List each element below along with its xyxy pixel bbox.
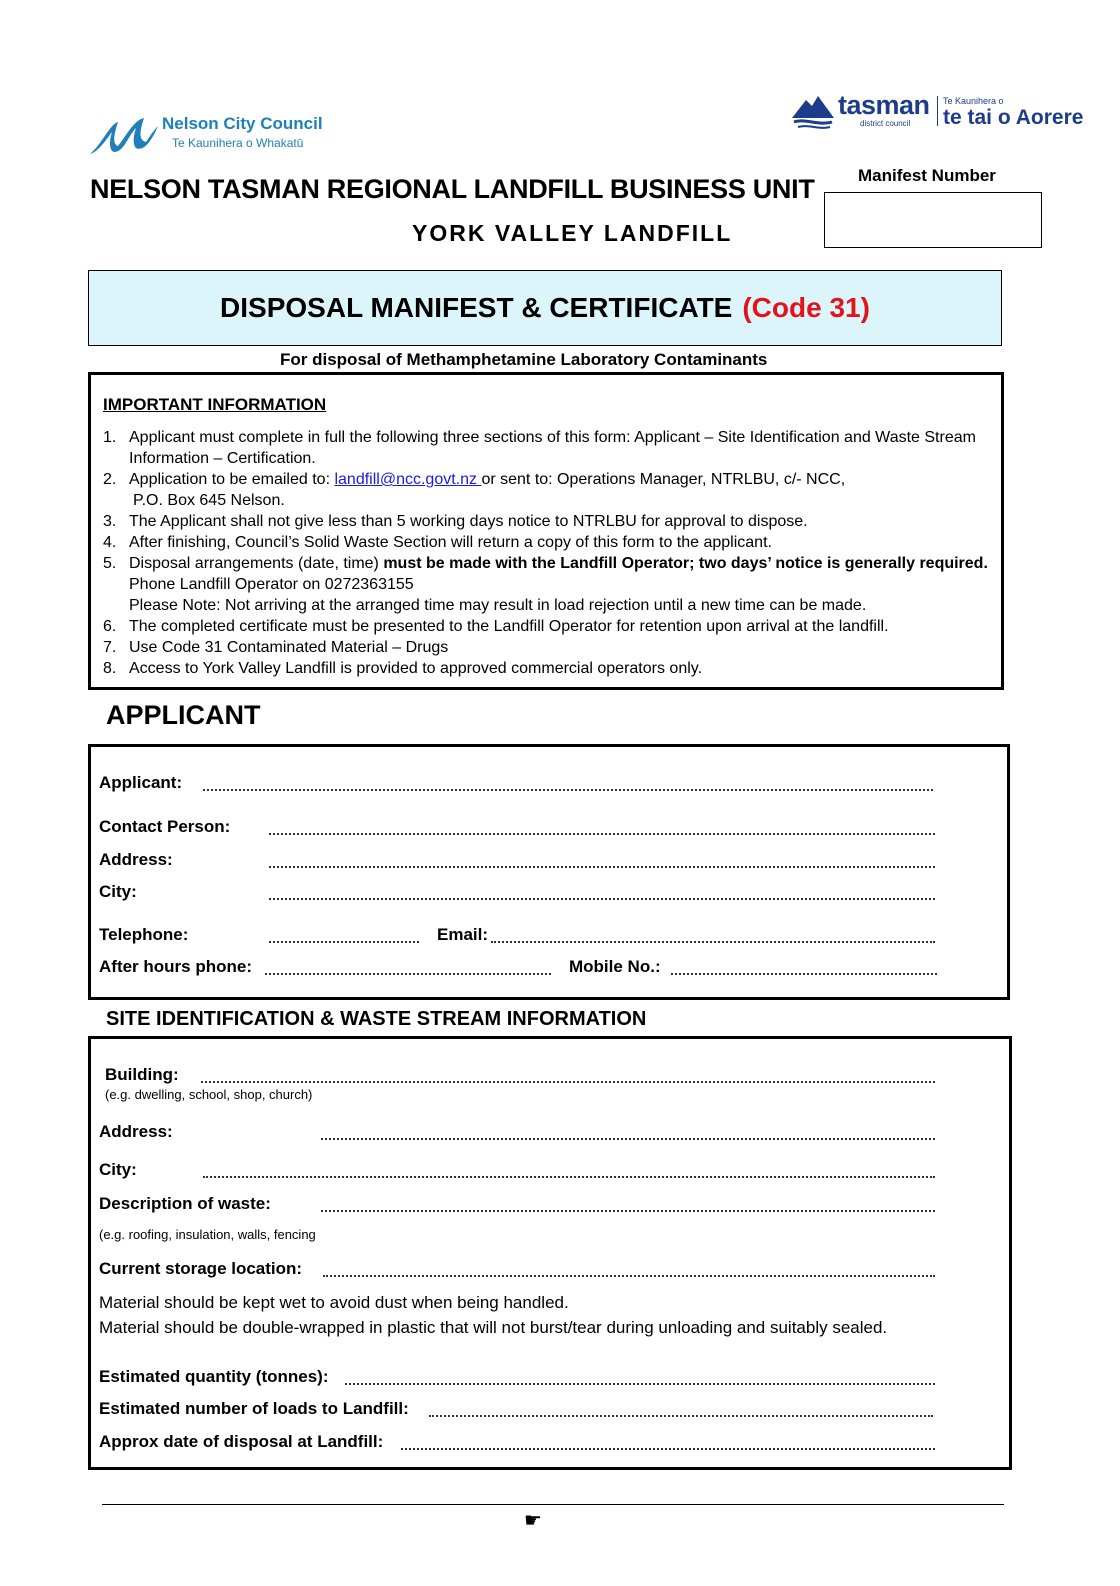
list-item: 7. Use Code 31 Contaminated Material – Drugs: [103, 639, 449, 656]
site-section: [88, 1036, 1012, 1470]
site-identification-heading: SITE IDENTIFICATION & WASTE STREAM INFORMATION: [106, 1008, 647, 1030]
address-field[interactable]: [269, 864, 935, 868]
description-field[interactable]: [321, 1208, 935, 1212]
city-field[interactable]: [269, 896, 935, 900]
email-field[interactable]: [491, 939, 935, 943]
applicant-label: Applicant:: [99, 773, 183, 792]
ncc-swoosh-icon: [88, 114, 160, 158]
site-address-field[interactable]: [321, 1136, 935, 1140]
quantity-label: Estimated quantity (tonnes):: [99, 1367, 329, 1386]
loads-field[interactable]: [429, 1413, 933, 1417]
nelson-city-council-logo: [88, 110, 328, 160]
tasman-district: district council: [860, 119, 911, 128]
banner-code: (Code 31): [742, 292, 870, 323]
address-label: Address:: [99, 850, 173, 869]
contact-person-field[interactable]: [269, 831, 935, 835]
tasman-te-name: te tai o Aorere: [943, 106, 1084, 129]
list-item: 2. Application to be emailed to: landfill@ncc.govt.nz or sent to: Operations Manager, NTRLBU, c/- NCC, P.O. Box 645 Nelson.: [103, 471, 846, 509]
after-hours-label: After hours phone:: [99, 957, 252, 976]
for-disposal-caption: For disposal of Methamphetamine Laboratory Contaminants: [280, 350, 768, 369]
important-info-box: [88, 372, 1004, 690]
disposal-date-field[interactable]: [401, 1446, 935, 1450]
list-item: 6. The completed certificate must be presented to the Landfill Operator for retention upon arrival at the landfill.: [103, 618, 889, 635]
handling-note-1: Material should be kept wet to avoid dust when being handled.: [99, 1293, 569, 1312]
after-hours-field[interactable]: [265, 971, 551, 975]
tasman-district-council-logo: [790, 90, 1090, 134]
list-item: 4. After finishing, Council’s Solid Waste Section will return a copy of this form to the applicant.: [103, 534, 772, 551]
applicant-section: [88, 744, 1010, 1000]
important-list: [103, 427, 993, 679]
tasman-mountain-icon: [790, 92, 836, 132]
list-item: 5. Disposal arrangements (date, time) must be made with the Landfill Operator; two days’ notice is generally required. Phone Landfill Operator on 0272363155 Please Note: Not arriving at the arranged time may result in load rejection until a new time can be made.: [103, 555, 988, 614]
handling-note-2: Material should be double-wrapped in plastic that will not burst/tear during unloading and suitably sealed.: [99, 1318, 888, 1337]
email-link[interactable]: landfill@ncc.govt.nz: [334, 471, 482, 488]
building-label: Building:: [105, 1065, 179, 1084]
tasman-te-small: Te Kaunihera o: [943, 96, 1004, 106]
ncc-name: Nelson City Council: [162, 114, 323, 133]
list-item: 8. Access to York Valley Landfill is provided to approved commercial operators only.: [103, 660, 703, 677]
loads-label: Estimated number of loads to Landfill:: [99, 1399, 409, 1418]
tasman-name: tasman: [838, 90, 930, 120]
building-hint: (e.g. dwelling, school, shop, church): [105, 1087, 313, 1102]
storage-field[interactable]: [323, 1273, 935, 1277]
city-label: City:: [99, 882, 137, 901]
page-title: NELSON TASMAN REGIONAL LANDFILL BUSINESS UNIT: [90, 174, 815, 204]
description-hint: (e.g. roofing, insulation, walls, fencing: [99, 1227, 316, 1242]
applicant-field[interactable]: [203, 787, 933, 791]
manifest-number-label: Manifest Number: [858, 166, 996, 185]
site-address-label: Address:: [99, 1122, 173, 1141]
page-subtitle: YORK VALLEY LANDFILL: [412, 220, 733, 246]
list-item: 1. Applicant must complete in full the following three sections of this form: Applicant – Site Identification and Waste Stream Information – Certification.: [103, 429, 976, 467]
applicant-heading: APPLICANT: [106, 700, 261, 730]
footer-divider: [102, 1504, 1004, 1505]
telephone-label: Telephone:: [99, 925, 189, 944]
disposal-date-label: Approx date of disposal at Landfill:: [99, 1432, 384, 1451]
email-label: Email:: [437, 925, 489, 944]
telephone-field[interactable]: [269, 939, 419, 943]
quantity-field[interactable]: [345, 1381, 935, 1385]
storage-label: Current storage location:: [99, 1259, 303, 1278]
manifest-banner: [88, 270, 1002, 346]
site-city-field[interactable]: [203, 1174, 935, 1178]
important-heading: IMPORTANT INFORMATION: [103, 395, 327, 414]
mobile-label: Mobile No.:: [569, 957, 661, 976]
pointing-hand-icon: ☛: [524, 1510, 542, 1532]
logo-divider: [937, 96, 938, 126]
banner-title: DISPOSAL MANIFEST & CERTIFICATE: [220, 292, 733, 323]
manifest-number-field[interactable]: [824, 192, 1042, 248]
description-label: Description of waste:: [99, 1194, 271, 1213]
building-field[interactable]: [201, 1079, 935, 1083]
list-item: 3. The Applicant shall not give less than 5 working days notice to NTRLBU for approval to dispose.: [103, 513, 808, 530]
ncc-subtitle: Te Kaunihera o Whakatū: [172, 136, 304, 150]
site-city-label: City:: [99, 1160, 137, 1179]
contact-person-label: Contact Person:: [99, 817, 231, 836]
mobile-field[interactable]: [671, 971, 937, 975]
